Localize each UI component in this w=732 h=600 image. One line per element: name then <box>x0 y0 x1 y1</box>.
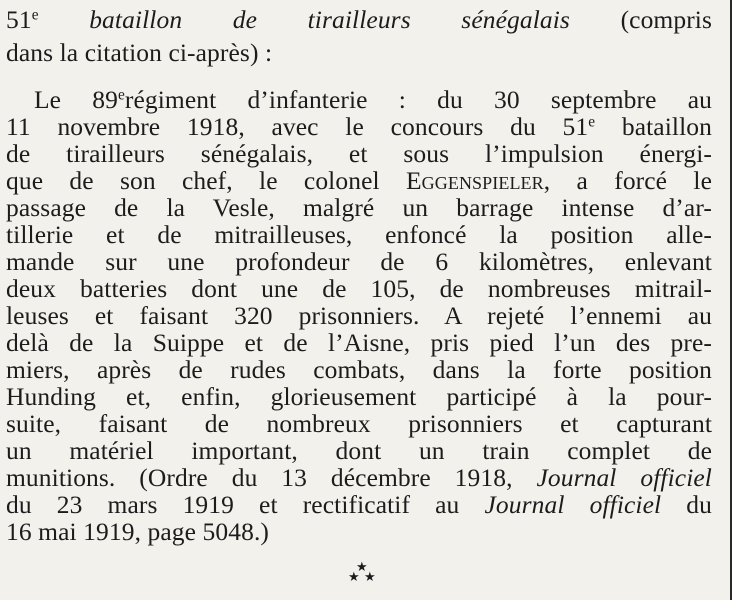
publication-title: Journal officiel <box>484 490 662 519</box>
citation-line-10: delà de la Suippe et de l’Aisne, pris pied l’un des pre- <box>6 328 712 357</box>
star-icon: ★ <box>348 569 360 584</box>
citation-line-1 <box>34 86 712 114</box>
citation-text: munitions. (Ordre du 13 décembre 1918, <box>6 463 513 492</box>
citation-line-8: deux batteries dont une de 105, de nombreuses mitrail- <box>6 274 712 303</box>
citation-text: bataillon <box>621 112 712 141</box>
citation-line-14: un matériel important, dont un train complet de <box>6 436 712 465</box>
citation-text: du 23 mars 1919 et rectificatif au <box>6 490 460 519</box>
citation-line-3: de tirailleurs sénégalais, et sous l’impulsion énergi- <box>6 139 712 168</box>
heading-unit-name: bataillon de tirailleurs sénégalais <box>89 5 570 34</box>
heading-line-1 <box>6 6 712 34</box>
citation-line-2 <box>6 113 712 141</box>
citation-line-9: leuses et faisant 320 prisonniers. A rejeté l’ennemi au <box>6 301 712 330</box>
citation-line-7: mande sur une profondeur de 6 kilomètres, enlevant <box>6 247 712 276</box>
citation-line-4 <box>6 167 712 195</box>
citation-text: régiment d’infanterie : du 30 septembre au <box>124 85 712 114</box>
citation-line-5: passage de la Vesle, malgré un barrage intense d’ar- <box>6 193 712 222</box>
heading-line-2: dans la citation ci-après) : <box>6 38 273 67</box>
asterism-ornament <box>344 560 384 590</box>
star-icon: ★ <box>364 569 376 584</box>
citation-line-17: 16 mai 1919, page 5048.) <box>6 517 270 546</box>
citation-text: Le 89 <box>34 85 118 114</box>
heading-number-suffix: e <box>31 6 39 24</box>
ordinal-suffix: e <box>117 86 125 104</box>
citation-text: du <box>686 490 712 519</box>
citation-text: 11 novembre 1918, avec le concours du 51 <box>6 112 589 141</box>
colonel-name: Eggenspieler <box>405 166 544 195</box>
citation-text: , a forcé le <box>543 166 712 195</box>
citation-line-15 <box>6 464 712 492</box>
ordinal-suffix: e <box>588 113 596 131</box>
citation-line-12: Hunding et, enfin, glorieusement participé à la pour- <box>6 382 712 411</box>
publication-title: Journal officiel <box>536 463 712 492</box>
heading-number: 51 <box>6 5 32 34</box>
citation-line-13: suite, faisant de nombreux prisonniers et capturant <box>6 409 712 438</box>
star-icon: ★ <box>356 559 368 574</box>
citation-text: que de son chef, le colonel <box>6 166 380 195</box>
citation-line-6: tillerie et de mitrailleuses, enfoncé la position alle- <box>6 220 712 249</box>
heading-parenthetical: (compris <box>620 5 713 34</box>
citation-line-11: miers, après de rudes combats, dans la forte position <box>6 355 712 384</box>
citation-line-16 <box>6 491 712 519</box>
